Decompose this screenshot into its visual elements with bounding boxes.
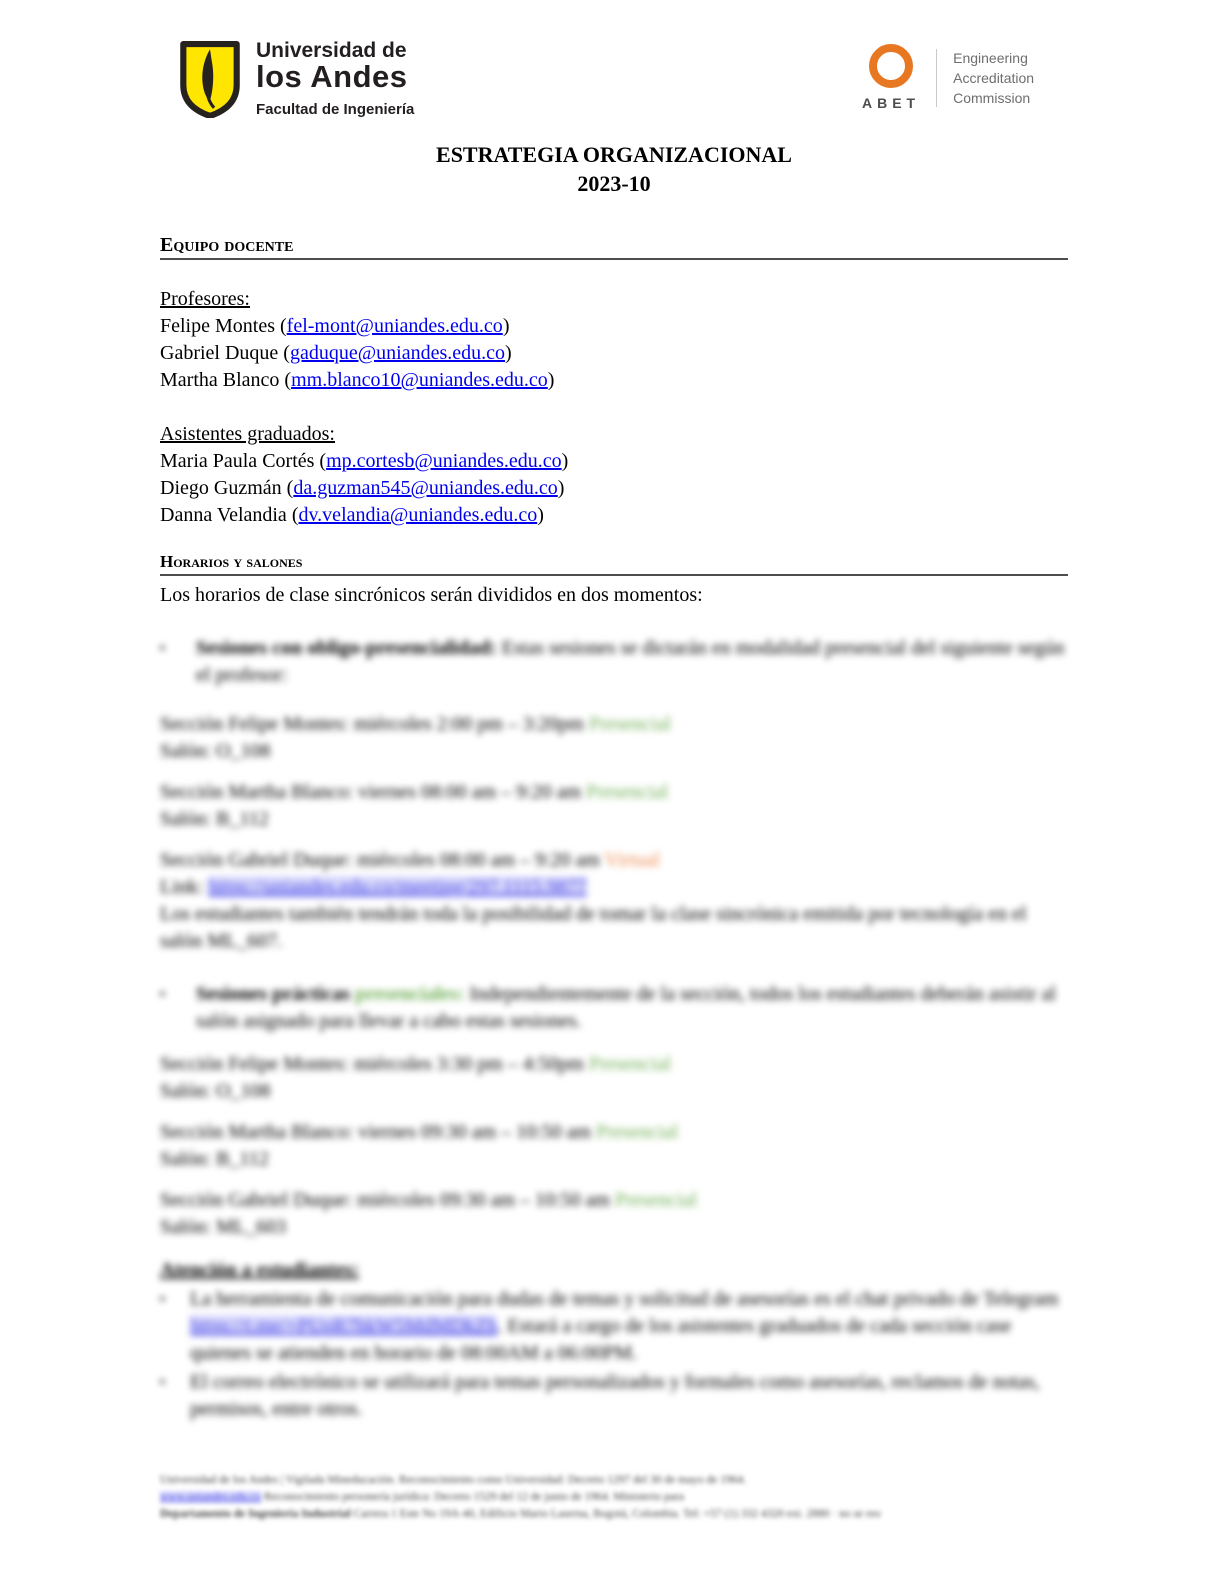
logo-line2: los Andes: [256, 59, 408, 94]
abet-name: ABET: [862, 95, 921, 111]
redacted-schedule-line: [160, 1051, 1068, 1078]
redacted-text: Sección Felipe Montes: miércoles 3:30 pm – 4:50pm: [160, 1053, 589, 1075]
redacted-text: Sección Martha Blanco: viernes 09:30 am – 10:50 am: [160, 1121, 597, 1143]
footer-text: Reconocimiento personería jurídica: Decreto 1529 del 12 de junio de 1964. Ministerio para: [261, 1491, 684, 1503]
redacted-text: Sección Gabriel Duque: miércoles 08:00 am – 9:20 am: [160, 849, 605, 871]
mode-presencial: Presencial: [614, 1189, 698, 1211]
horarios-intro: Los horarios de clase sincrónicos serán divididos en dos momentos:: [160, 584, 703, 606]
redacted-text: Sección Felipe Montes: miércoles 2:00 pm – 3:20pm: [160, 713, 589, 735]
bullet-icon: ▪: [160, 1375, 165, 1390]
redacted-text: Link:: [160, 876, 209, 898]
footer-link[interactable]: www.uniandes.edu.co: [160, 1491, 262, 1503]
redacted-salon-line: Salón: O_108: [160, 740, 271, 762]
redacted-text: Sección Gabriel Duque: miércoles 09:30 am – 10:50 am: [160, 1189, 615, 1211]
abet-line1: Engineering: [953, 49, 1028, 66]
asistente-row: [160, 448, 1068, 475]
footer-line2: [160, 1489, 930, 1506]
asistente-row: [160, 475, 1068, 502]
footer-text: Carrera 1 Este No 19A-40, Edificio Mario Laserna, Bogotá, Colombia. Tel: +57 (1) 332 4320 ext. 2880 · no se reo: [350, 1508, 881, 1520]
profesor-row: [160, 313, 1068, 340]
paren-open: (: [286, 504, 299, 526]
redacted-text: Independientemente de la sección, todos los estudiantes deberán asistir al salón asignado para llevar a cabo estas sesiones.: [196, 983, 1056, 1032]
paren-open: (: [314, 450, 327, 472]
section-heading-equipo-docente: Equipo docente: [160, 234, 1068, 260]
asistente-row: [160, 502, 1068, 529]
page-footer: [160, 1472, 930, 1523]
paren-close: ): [505, 342, 512, 364]
paren-open: (: [275, 315, 287, 337]
profesor-name: Gabriel Duque: [160, 342, 279, 364]
bullet-icon: ▪: [160, 641, 165, 656]
redacted-salon-line: Salón: ML_603: [160, 1216, 287, 1238]
redacted-bold-text: Sesiones con obligo-presencialidad:: [196, 637, 497, 659]
asistente-email-link[interactable]: mp.cortesb@uniandes.edu.co: [326, 450, 562, 472]
logo-line3: Facultad de Ingeniería: [256, 101, 415, 118]
asistente-email-link[interactable]: dv.velandia@uniandes.edu.co: [298, 504, 538, 526]
mode-presencial: Presencial: [588, 1053, 672, 1075]
logo-line1: Universidad de: [256, 39, 407, 62]
footer-bold-text: Departamento de Ingeniería Industrial: [160, 1508, 351, 1520]
profesor-email-link[interactable]: fel-mont@uniandes.edu.co: [286, 315, 503, 337]
bullet-icon: ▪: [160, 1292, 165, 1307]
redacted-salon-line: Salón: O_108: [160, 1080, 271, 1102]
footer-line1: Universidad de los Andes | Vigilada Mineducación. Reconocimiento como Universidad: Decreto 1297 del 30 de mayo de 1964.: [160, 1474, 747, 1486]
asistente-name: Maria Paula Cortés: [160, 450, 315, 472]
paren-close: ): [537, 504, 544, 526]
asistente-name: Diego Guzmán: [160, 477, 282, 499]
asistente-name: Danna Velandia: [160, 504, 287, 526]
redacted-text: Estas sesiones se dictarán en modalidad presencial del siguiente según el profesor:: [196, 637, 1065, 686]
profesor-name: Martha Blanco: [160, 369, 280, 391]
mode-virtual: Virtual: [604, 849, 660, 871]
mode-presencial: Presencial: [596, 1121, 679, 1143]
footer-line3: [160, 1506, 930, 1523]
course-title: ESTRATEGIA ORGANIZACIONAL: [436, 142, 792, 167]
paren-open: (: [278, 342, 290, 364]
redacted-salon-line: Salón: B_112: [160, 1148, 269, 1170]
asistentes-label: Asistentes graduados:: [160, 423, 335, 445]
redacted-schedule-line: [160, 1119, 1068, 1146]
paren-open: (: [279, 369, 292, 391]
paren-close: ): [547, 369, 555, 391]
paren-close: ): [561, 450, 569, 472]
redacted-salon-line: Salón: B_112: [160, 808, 269, 830]
meeting-link[interactable]: https://uniandes.edu.co/meeting/297.1115.9877: [208, 876, 587, 898]
telegram-link[interactable]: https://t.me/+PUqR7hkW5MdMDkZh: [190, 1315, 498, 1337]
paren-close: ): [502, 315, 510, 337]
redacted-text: . Estará a cargo de los asistentes graduados de cada sección case quienes se atienden en horario de 08:00AM a 06:00PM.: [190, 1315, 1012, 1364]
bullet-icon: ▪: [160, 987, 165, 1002]
abet-line2: Accreditation: [953, 69, 1035, 86]
profesor-email-link[interactable]: mm.blanco10@uniandes.edu.co: [291, 369, 548, 391]
paren-close: ): [557, 477, 565, 499]
redacted-schedule-line: [160, 847, 1068, 874]
redacted-bullet-telegram: [160, 1286, 1068, 1367]
redacted-link-line: [160, 874, 1068, 901]
redacted-green-text: presenciales:: [354, 983, 465, 1005]
redacted-bullet-practicas: [160, 981, 1068, 1035]
course-term: 2023-10: [577, 171, 651, 196]
asistente-email-link[interactable]: da.guzman545@uniandes.edu.co: [293, 477, 558, 499]
profesor-row: [160, 340, 1068, 367]
profesor-row: [160, 367, 1068, 394]
profesores-label: Profesores:: [160, 288, 250, 310]
abet-line3: Commission: [953, 89, 1031, 106]
redacted-schedule-line: [160, 1187, 1068, 1214]
profesor-email-link[interactable]: gaduque@uniandes.edu.co: [289, 342, 505, 364]
page-title: [160, 140, 1068, 198]
redacted-text: El correo electrónico se utilizará para temas personalizados y formales como asesorías, reclamos de notas, permisos, entre otros.: [190, 1371, 1040, 1420]
document-content: [160, 0, 1068, 1423]
profesor-name: Felipe Montes: [160, 315, 275, 337]
redacted-atencion-heading: Atención a estudiantes:: [160, 1259, 359, 1281]
paren-open: (: [281, 477, 294, 499]
redacted-bullet-sync: [160, 635, 1068, 689]
redacted-bullet-email: [160, 1369, 1068, 1423]
redacted-schedule-line: [160, 779, 1068, 806]
mode-presencial: Presencial: [588, 713, 672, 735]
redacted-text: La herramienta de comunicación para dudas de temas y solicitud de asesorías es el chat privado de Telegram: [190, 1288, 1059, 1310]
redacted-note: Los estudiantes también tendrán toda la posibilidad de tomar la clase sincrónica emitida por tecnología en el salón ML_607.: [160, 903, 1027, 952]
mode-presencial: Presencial: [586, 781, 669, 803]
redacted-schedule-line: [160, 711, 1068, 738]
redacted-bold-text: Sesiones prácticas: [196, 983, 355, 1005]
redacted-text: Sección Martha Blanco: viernes 08:00 am – 9:20 am: [160, 781, 587, 803]
section-heading-horarios: Horarios y salones: [160, 553, 1068, 576]
